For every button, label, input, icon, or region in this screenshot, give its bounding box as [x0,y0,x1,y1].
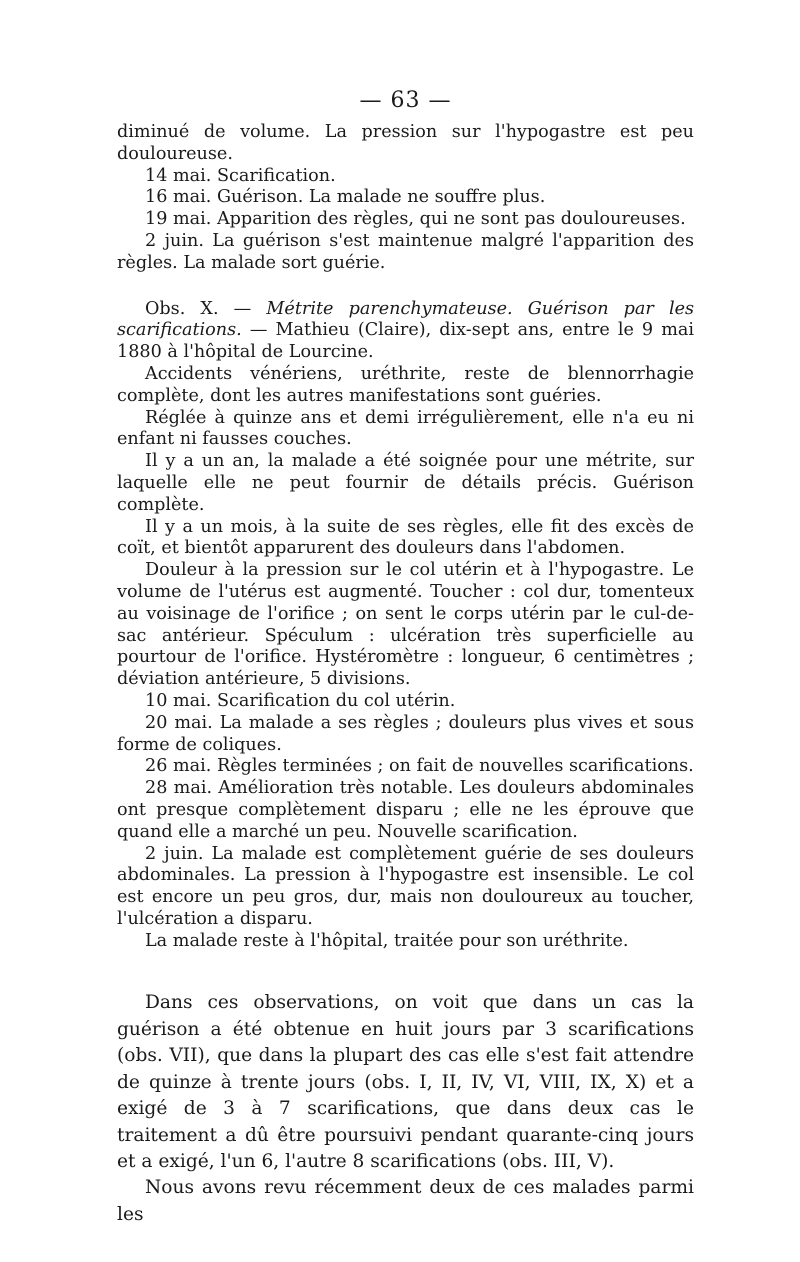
paragraph: Il y a un mois, à la suite de ses règles, elle fit des excès de coït, et bientôt apparurent des douleurs dans l'abdomen. [117,516,694,559]
paragraph: 19 mai. Apparition des règles, qui ne sont pas douloureuses. [145,209,686,230]
paragraph: 10 mai. Scarification du col utérin. [145,690,456,711]
paragraph: 2 juin. La malade est complètement guérie de ses douleurs abdominales. La pression à l'hypogastre est insensible. Le col est encore un peu gros, dur, mais non douloureux au toucher, l'ulcération a disparu. [117,843,694,929]
paragraph: 14 mai. Scarification. [145,165,336,186]
paragraph: La malade reste à l'hôpital, traitée pour son uréthrite. [145,930,629,951]
observation-label: Obs. X. — [145,298,252,319]
paragraph: Réglée à quinze ans et demi irrégulièrement, elle n'a eu ni enfant ni fausses couches. [117,407,694,450]
observation-x [117,299,694,953]
paragraph: 26 mai. Règles terminées ; on fait de nouvelles scarifications. [145,756,694,777]
observation-heading [117,299,694,364]
paragraph: 20 mai. La malade a ses règles ; douleurs plus vives et sous forme de coliques. [117,712,694,755]
paragraph: Douleur à la pression sur le col utérin et à l'hypogastre. Le volume de l'utérus est augmenté. Toucher : col dur, tomenteux au voisinage de l'orifice ; on sent le corps utérin par le cul-de-sac antérieur. Spéculum : ulcération très superficielle au pourtour de l'orifice. Hystéromètre : longueur, 6 centimètres ; déviation antérieure, 5 divisions. [117,560,694,690]
discussion [117,990,694,1228]
paragraph: diminué de volume. La pression sur l'hypogastre est peu douloureuse. [117,122,694,164]
observation-title: Métrite parenchymateuse. Guérison par les scarifications. [117,298,695,341]
page-number: — 63 — [359,88,452,113]
paragraph: Dans ces observations, on voit que dans un cas la guérison a été obtenue en huit jours par 3 scarifications (obs. VII), que dans la plupart des cas elle s'est fait attendre de quinze à trente jours (obs. I, II, IV, VI, VIII, IX, X) et a exigé de 3 à 7 scarifications, que dans deux cas le traitement a dû être poursuivi pendant quarante-cinq jours et a exigé, l'un 6, l'autre 8 scarifications (obs. III, V). [117,992,694,1172]
observation-intro: — Mathieu (Claire), dix-sept ans, entre le 9 mai 1880 à l'hôpital de Lourcine. [117,320,695,363]
paragraph: Nous avons revu récemment deux de ces malades parmi les [117,1177,694,1225]
paragraph: 2 juin. La guérison s'est maintenue malgré l'apparition des règles. La malade sort guérie. [117,230,694,273]
paragraph: Il y a un an, la malade a été soignée pour une métrite, sur laquelle elle ne peut fournir de détails précis. Guérison complète. [117,451,694,515]
observation-ix-end [117,122,694,275]
paragraph: 28 mai. Amélioration très notable. Les douleurs abdominales ont presque complètement disparu ; elle ne les éprouve que quand elle a marché un peu. Nouvelle scarification. [117,778,694,842]
paragraph: Accidents vénériens, uréthrite, reste de blennorrhagie complète, dont les autres manifestations sont guéries. [117,363,694,406]
paragraph: 16 mai. Guérison. La malade ne souffre plus. [145,187,546,208]
